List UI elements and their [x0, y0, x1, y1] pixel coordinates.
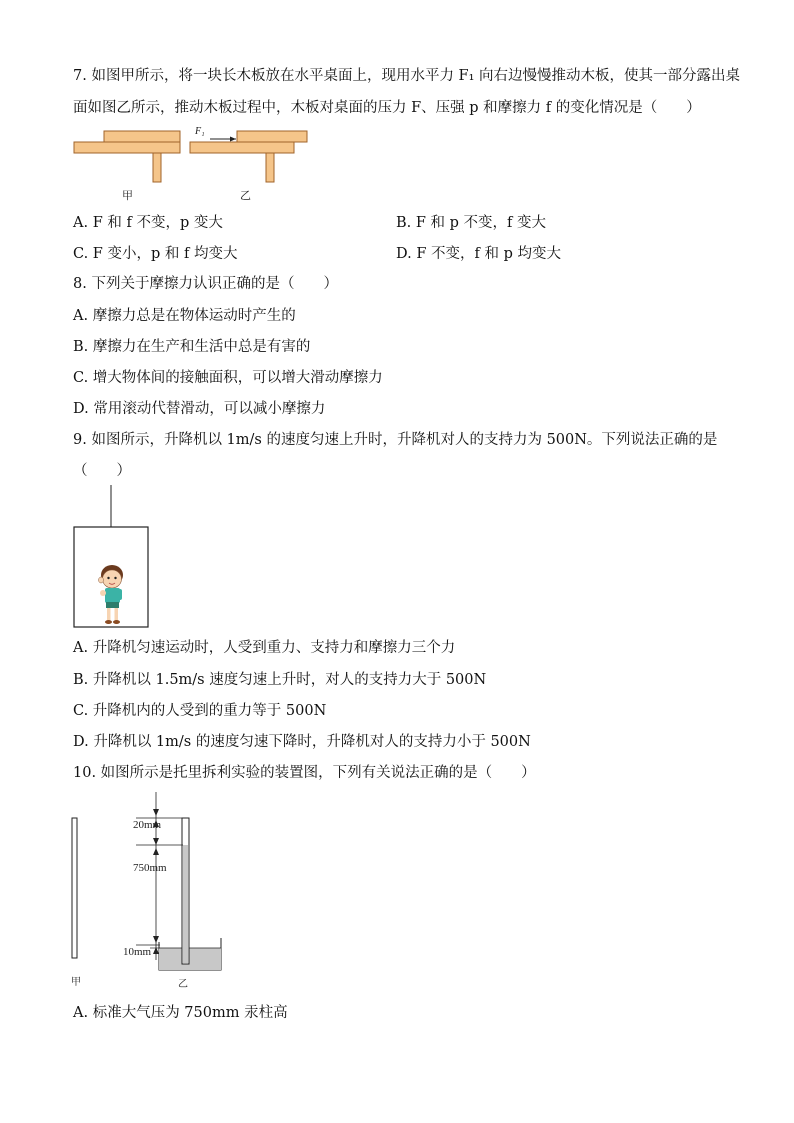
q7-fig-label-b: 乙 [240, 190, 251, 202]
q8-option-b: B. 摩擦力在生产和生活中总是有害的 [73, 339, 311, 355]
q10-dim-mid: 750mm [133, 862, 167, 874]
q7-fig-label-a: 甲 [122, 190, 133, 202]
q8-stem: 8. 下列关于摩擦力认识正确的是（ ） [73, 276, 338, 292]
q10-torricelli-figure [0, 790, 794, 1000]
q7-option-a: A. F 和 f 不变，p 变大 [73, 215, 223, 231]
q9-option-c: C. 升降机内的人受到的重力等于 500N [73, 703, 327, 719]
q7-table-top-a [74, 142, 180, 153]
q9-elevator-figure [0, 485, 794, 635]
q7-option-d: D. F 不变，f 和 p 均变大 [396, 246, 561, 262]
q9-option-b: B. 升降机以 1.5m/s 速度匀速上升时，对人的支持力大于 500N [73, 672, 487, 688]
q9-option-d: D. 升降机以 1m/s 的速度匀速下降时，升降机对人的支持力小于 500N [73, 734, 531, 750]
q7-stem-line-1: 7. 如图甲所示，将一块长木板放在水平桌面上，现用水平力 F₁ 向右边慢慢推动木板，使其一部分露出桌 [73, 68, 741, 84]
q7-table-leg-b [266, 153, 274, 182]
q9-stem-line-2: （ ） [73, 463, 131, 479]
q8-option-c: C. 增大物体间的接触面积，可以增大滑动摩擦力 [73, 370, 383, 386]
q10-fig-label-a: 甲 [71, 977, 81, 988]
q10-stem: 10. 如图所示是托里拆利实验的装置图，下列有关说法正确的是（ ） [73, 765, 536, 781]
q10-mercury-dish [159, 948, 221, 970]
q7-table-top-b [190, 142, 294, 153]
q8-option-d: D. 常用滚动代替滑动，可以减小摩擦力 [73, 401, 326, 417]
q7-option-c: C. F 变小，p 和 f 均变大 [73, 246, 238, 262]
q7-force-label: F₁ [195, 126, 205, 137]
q9-stem-line-1: 9. 如图所示，升降机以 1m/s 的速度匀速上升时，升降机对人的支持力为 500N。下列说法正确的是 [73, 432, 718, 448]
q7-force-arrowhead [230, 137, 236, 142]
q7-figure [0, 125, 794, 215]
q8-option-a: A. 摩擦力总是在物体运动时产生的 [73, 308, 296, 324]
q7-board-a [104, 131, 180, 142]
q10-dim-top: 20mm [133, 819, 162, 831]
q7-stem-line-2: 面如图乙所示，推动木板过程中，木板对桌面的压力 F、压强 p 和摩擦力 f 的变化情况是（ ） [73, 100, 701, 116]
q7-table-leg-a [153, 153, 161, 182]
q10-option-a: A. 标准大气压为 750mm 汞柱高 [73, 1005, 288, 1021]
q10-dim-bottom: 10mm [123, 946, 152, 958]
q10-tube-a [72, 818, 77, 958]
q10-fig-label-b: 乙 [178, 979, 188, 990]
q10-mercury-column [183, 845, 188, 963]
q7-board-b [237, 131, 307, 142]
q9-option-a: A. 升降机匀速运动时，人受到重力、支持力和摩擦力三个力 [73, 640, 456, 656]
q7-option-b: B. F 和 p 不变，f 变大 [396, 215, 547, 231]
